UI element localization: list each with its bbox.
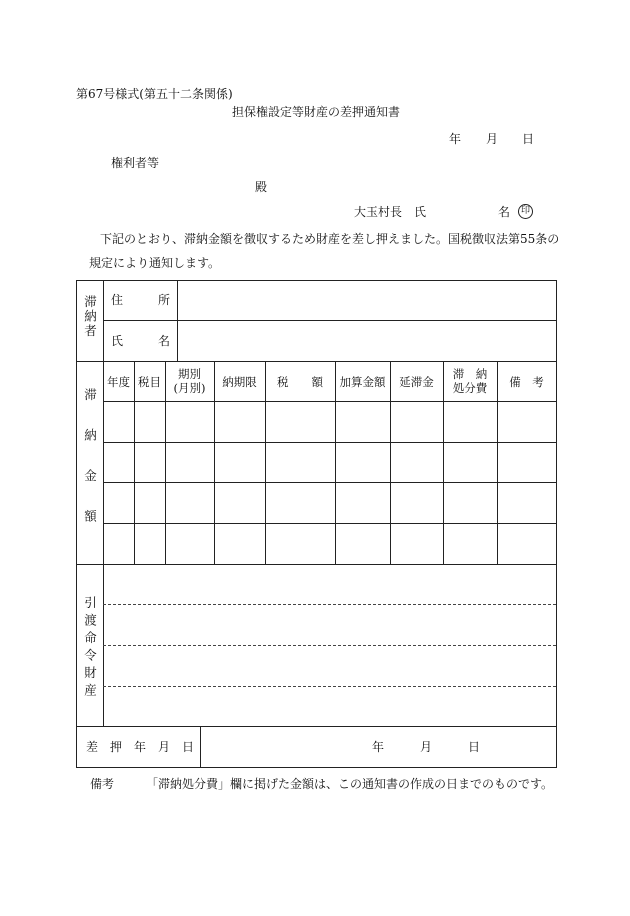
- col-header-period-line2: (月別): [173, 381, 206, 396]
- addressee-label: 権利者等: [111, 156, 160, 170]
- col-header-tax-amount: 税 額: [277, 375, 323, 389]
- delinquent-label: 滞納者: [82, 295, 98, 339]
- col-header-remarks: 備 考: [509, 375, 544, 389]
- name-label-a: 氏: [111, 334, 124, 348]
- seizure-day: 日: [468, 740, 481, 754]
- seizure-date-label: 差 押 年 月 日: [86, 740, 195, 754]
- col-header-disposition-fee: [443, 367, 497, 396]
- address-label-a: 住: [111, 293, 124, 307]
- amount-label: 滞納金額: [82, 388, 98, 550]
- col-header-year: 年度: [107, 375, 130, 389]
- seal-mark: [518, 204, 533, 219]
- form-number: 第67号様式(第五十二条関係): [76, 87, 233, 101]
- col-header-tax-item: 税目: [138, 375, 161, 389]
- date-month: 月: [486, 132, 499, 146]
- footnote-label: 備考: [90, 777, 115, 791]
- seizure-month: 月: [420, 740, 433, 754]
- col-header-additional-tax: 加算金額: [339, 375, 386, 389]
- property-label: 引渡命令財産: [82, 596, 98, 701]
- document-title: 担保権設定等財産の差押通知書: [232, 105, 401, 119]
- body-text-line2: 規定により通知します。: [89, 256, 221, 270]
- issuer-title: 大玉村長 氏: [354, 205, 427, 219]
- col-header-disposition-fee-line1: 滞 納: [452, 367, 488, 381]
- issuer-name-char: 名: [498, 205, 511, 219]
- name-label-b: 名: [158, 334, 171, 348]
- addressee-honorific: 殿: [255, 180, 268, 194]
- col-header-period-line1: 期別: [178, 367, 201, 381]
- col-header-period: [165, 367, 214, 396]
- body-text-line1: 下記のとおり、滞納金額を徴収するため財産を差し押えました。国税徴収法第55条の: [100, 232, 560, 246]
- seizure-year: 年: [372, 740, 385, 754]
- col-header-due-date: 納期限: [222, 375, 257, 389]
- date-year: 年: [449, 132, 462, 146]
- seal-icon: 印: [518, 204, 533, 219]
- col-header-disposition-fee-line2: 処分費: [452, 381, 488, 396]
- date-day: 日: [522, 132, 535, 146]
- address-label-b: 所: [158, 293, 171, 307]
- footnote-text: 「滞納処分費」欄に掲げた金額は、この通知書の作成の日までのものです。: [146, 777, 554, 791]
- col-header-delinquency-charge: 延滞金: [399, 375, 434, 389]
